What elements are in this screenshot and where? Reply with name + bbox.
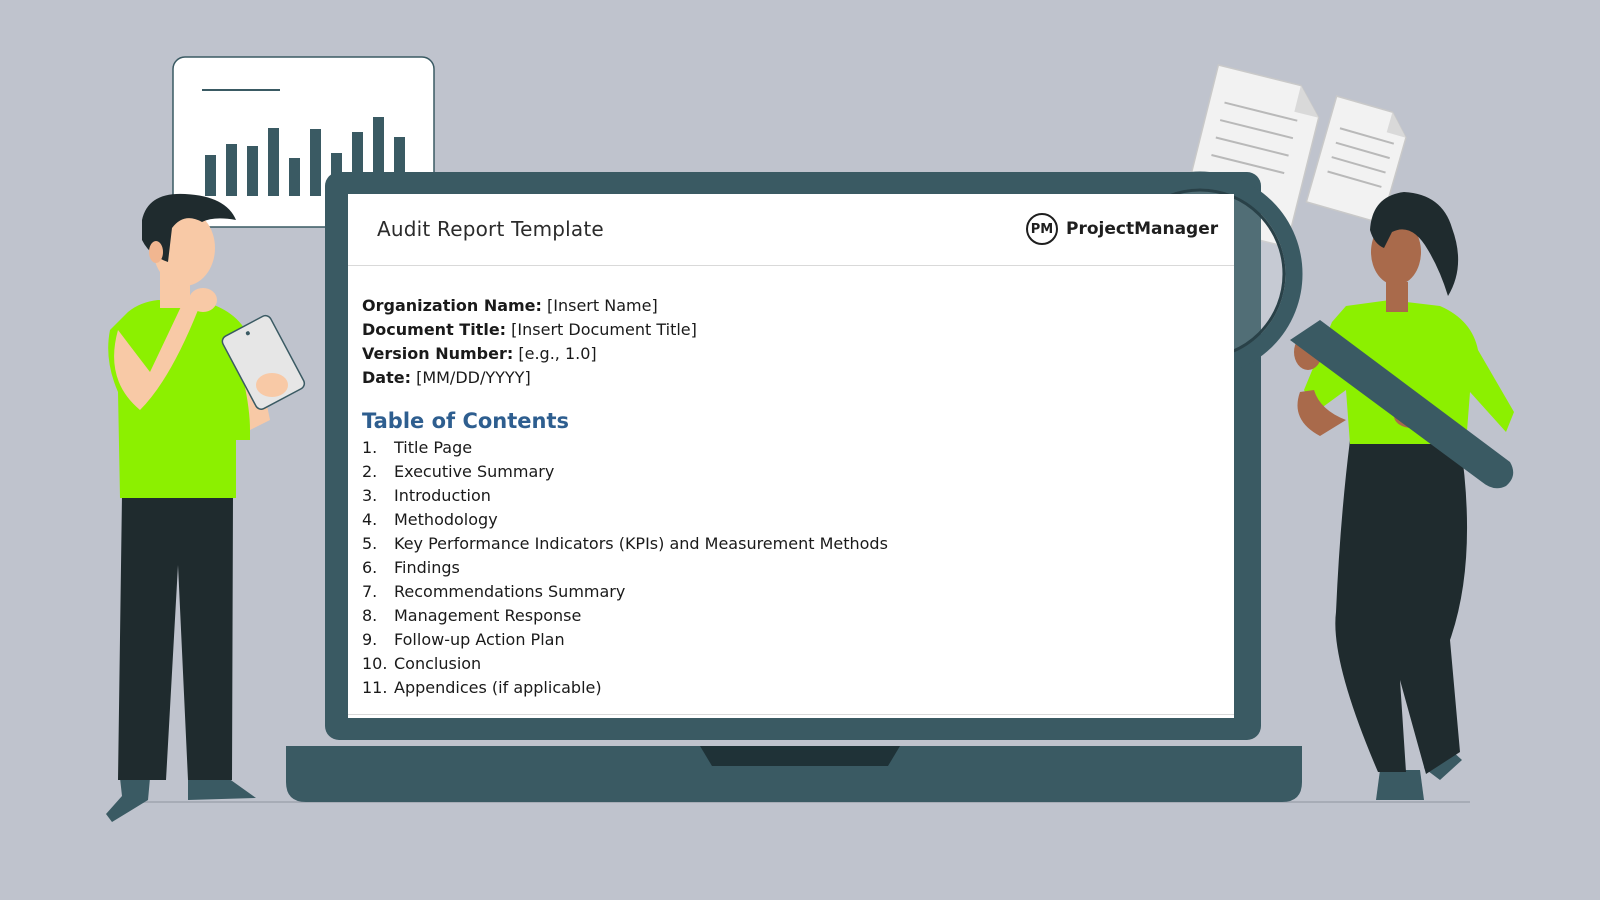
projectmanager-logo-icon: PM bbox=[1026, 213, 1058, 245]
toc-item bbox=[362, 532, 1222, 556]
toc-label: Conclusion bbox=[394, 654, 482, 673]
field-value: [MM/DD/YYYY] bbox=[416, 368, 531, 387]
toc-number: 3. bbox=[362, 486, 378, 505]
toc-item bbox=[362, 484, 1222, 508]
field-label: Version Number: bbox=[362, 344, 514, 363]
toc-label: Methodology bbox=[394, 510, 498, 529]
toc-item bbox=[362, 628, 1222, 652]
toc-item bbox=[362, 436, 1222, 460]
field-label: Document Title: bbox=[362, 320, 507, 339]
chart-card-bar bbox=[247, 146, 258, 196]
toc-list bbox=[362, 436, 1222, 700]
field-value: [e.g., 1.0] bbox=[518, 344, 597, 363]
document-header bbox=[348, 194, 1234, 266]
field-label: Organization Name: bbox=[362, 296, 542, 315]
toc-label: Introduction bbox=[394, 486, 491, 505]
man-hand-tablet bbox=[256, 373, 288, 397]
toc-label: Follow-up Action Plan bbox=[394, 630, 565, 649]
toc-number: 6. bbox=[362, 558, 378, 577]
toc-label: Appendices (if applicable) bbox=[394, 678, 602, 697]
toc-item bbox=[362, 556, 1222, 580]
chart-card-bar bbox=[205, 155, 216, 196]
document-title: Audit Report Template bbox=[377, 217, 604, 241]
field-document-title bbox=[362, 318, 1222, 342]
man-pants bbox=[118, 495, 233, 780]
brand-name: ProjectManager bbox=[1066, 219, 1219, 239]
toc-number: 8. bbox=[362, 606, 378, 625]
field-value: [Insert Document Title] bbox=[511, 320, 697, 339]
toc-number: 11. bbox=[362, 678, 388, 697]
toc-number: 7. bbox=[362, 582, 378, 601]
field-label: Date: bbox=[362, 368, 411, 387]
document-bottom-rule bbox=[348, 714, 1234, 715]
toc-item bbox=[362, 508, 1222, 532]
document-body bbox=[362, 294, 1222, 700]
man-figure bbox=[106, 194, 306, 822]
field-version-number bbox=[362, 342, 1222, 366]
toc-heading: Table of Contents bbox=[362, 409, 570, 433]
toc-number: 4. bbox=[362, 510, 378, 529]
toc-number: 1. bbox=[362, 438, 378, 457]
toc-item bbox=[362, 460, 1222, 484]
toc-label: Executive Summary bbox=[394, 462, 555, 481]
toc-number: 2. bbox=[362, 462, 378, 481]
toc-item bbox=[362, 652, 1222, 676]
man-shoe-right bbox=[188, 778, 256, 800]
woman-shoe-left bbox=[1376, 770, 1424, 800]
brand bbox=[1026, 213, 1218, 245]
field-value: [Insert Name] bbox=[547, 296, 658, 315]
toc-label: Findings bbox=[394, 558, 460, 577]
document-page bbox=[348, 194, 1234, 718]
chart-card-bar bbox=[226, 144, 237, 196]
toc-item bbox=[362, 676, 1222, 700]
woman-pants bbox=[1335, 440, 1467, 774]
chart-card-bar bbox=[310, 129, 321, 196]
chart-card-bar bbox=[289, 158, 300, 196]
chart-card-bar bbox=[268, 128, 279, 196]
toc-item bbox=[362, 604, 1222, 628]
toc-label: Management Response bbox=[394, 606, 582, 625]
toc-number: 5. bbox=[362, 534, 378, 553]
toc-item bbox=[362, 580, 1222, 604]
woman-neck bbox=[1386, 282, 1408, 312]
toc-number: 9. bbox=[362, 630, 378, 649]
toc-label: Recommendations Summary bbox=[394, 582, 626, 601]
toc-number: 10. bbox=[362, 654, 388, 673]
man-shoe-left bbox=[106, 778, 150, 822]
field-organization-name bbox=[362, 294, 1222, 318]
man-hand-chin bbox=[189, 288, 217, 312]
man-ear bbox=[149, 241, 163, 263]
toc-label: Title Page bbox=[394, 438, 473, 457]
woman-figure bbox=[1294, 192, 1514, 800]
field-date bbox=[362, 366, 1222, 390]
laptop-notch bbox=[700, 746, 900, 766]
toc-label: Key Performance Indicators (KPIs) and Measurement Methods bbox=[394, 534, 888, 553]
